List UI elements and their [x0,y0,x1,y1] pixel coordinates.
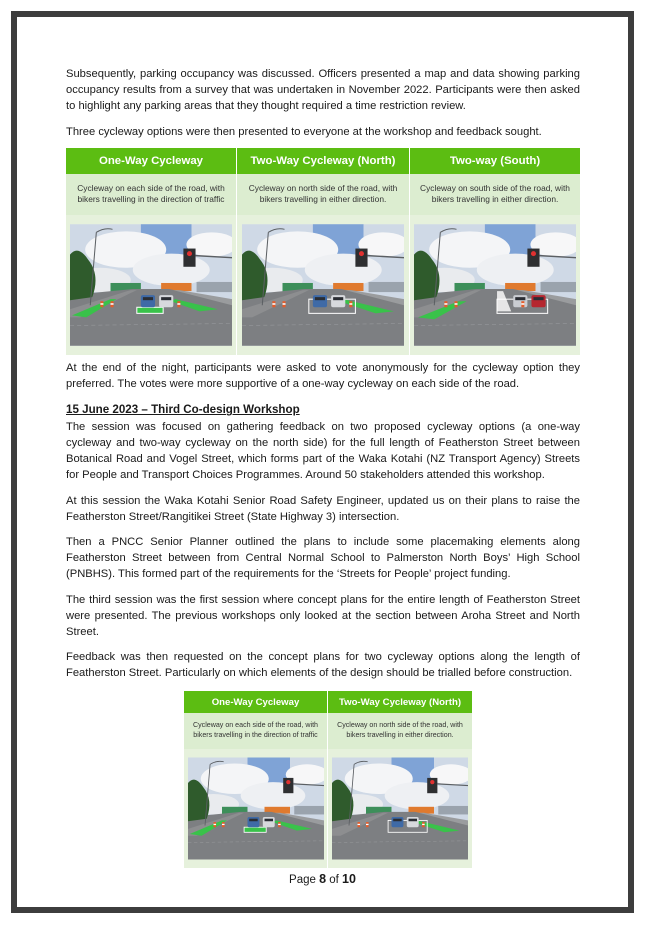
table-desc-two-way-north: Cycleway on north side of the road, with bikers travelling in either direction. [236,174,409,215]
page-current: 8 [319,872,327,886]
section-heading: 15 June 2023 – Third Co-design Workshop [66,403,300,417]
street-photo-two-way-north [242,224,404,346]
table2-header-two-way-north: Two-Way Cycleway (North) [327,691,472,713]
table-header-two-way-north: Two-Way Cycleway (North) [236,148,409,174]
paragraph-session-focus: The session was focused on gathering feedback on two proposed cycleway options (a one-way cycleway and two-way cycleway on the north side) for the full length of Featherston Street between Botanical Road and Vogel Street, which forms part of the Waka Kotahi (NZ Transport Agency) Streets for People and Transport Choices Programmes. Around 50 stakeholders attended this workshop. [66,420,580,482]
street-photo-one-way-cycleway [188,756,324,861]
page-word: Page [289,874,316,886]
cycleway-options-table [66,148,580,355]
photo-cell-one-way [66,215,236,355]
street-photo-two-way-south [414,224,576,346]
table2-header-one-way: One-Way Cycleway [184,691,327,713]
photo-cell-two-way-south [409,215,580,355]
photo-cell-two-way-north [236,215,409,355]
paragraph-road-safety: At this session the Waka Kotahi Senior Road Safety Engineer, updated us on their plans to raise the Featherston Street/Rangitikei Street (State Highway 3) intersection. [66,494,580,523]
paragraph-placemaking: Then a PNCC Senior Planner outlined the plans to include some placemaking elements along Featherston Street between from Central Normal School to Palmerston North Boys’ High School (PNBHS). This formed part of the requirements for the ‘Streets for People’ project funding. [66,535,580,581]
table-desc-one-way: Cycleway on each side of the road, with bikers travelling in the direction of traffic [66,174,236,215]
photo2-cell-two-way-north [327,749,472,868]
table2-desc-one-way: Cycleway on each side of the road, with bikers travelling in the direction of traffic [184,713,327,749]
paragraph-feedback: Feedback was then requested on the concept plans for two cycleway options along the length of Featherston Street. Particularly on which elements of the design should be trialled before construction. [66,651,580,680]
of-word: of [329,874,339,886]
page-number [0,872,645,886]
paragraph-vote: At the end of the night, participants were asked to vote anonymously for the cycleway option they preferred. The votes were more supportive of a one-way cycleway on each side of the road. [66,361,580,391]
table-header-two-way-south: Two-way (South) [409,148,580,174]
table-desc-two-way-south: Cycleway on south side of the road, with bikers travelling in either direction. [409,174,580,215]
page-content [66,66,580,682]
page-total: 10 [342,872,356,886]
street-photo-one-way-cycleway [70,224,232,346]
street-photo-two-way-north [332,756,468,861]
cycleway-options-table-2 [184,691,472,868]
paragraph-cycleway-options: Three cycleway options were then presented to everyone at the workshop and feedback sought. [66,125,542,138]
paragraph-concept-plans: The third session was the first session where concept plans for the entire length of Featherston Street were presented. The previous workshops only looked at the section between Aroha Street and North Street. [66,593,580,638]
paragraph-parking: Subsequently, parking occupancy was discussed. Officers presented a map and data showing parking occupancy results from a survey that was undertaken in November 2022. Participants were then asked to highlight any parking areas that they thought required a time restriction review. [66,68,580,113]
table2-desc-two-way-north: Cycleway on north side of the road, with bikers travelling in either direction. [327,713,472,749]
photo2-cell-one-way [184,749,327,868]
table-header-one-way: One-Way Cycleway [66,148,236,174]
